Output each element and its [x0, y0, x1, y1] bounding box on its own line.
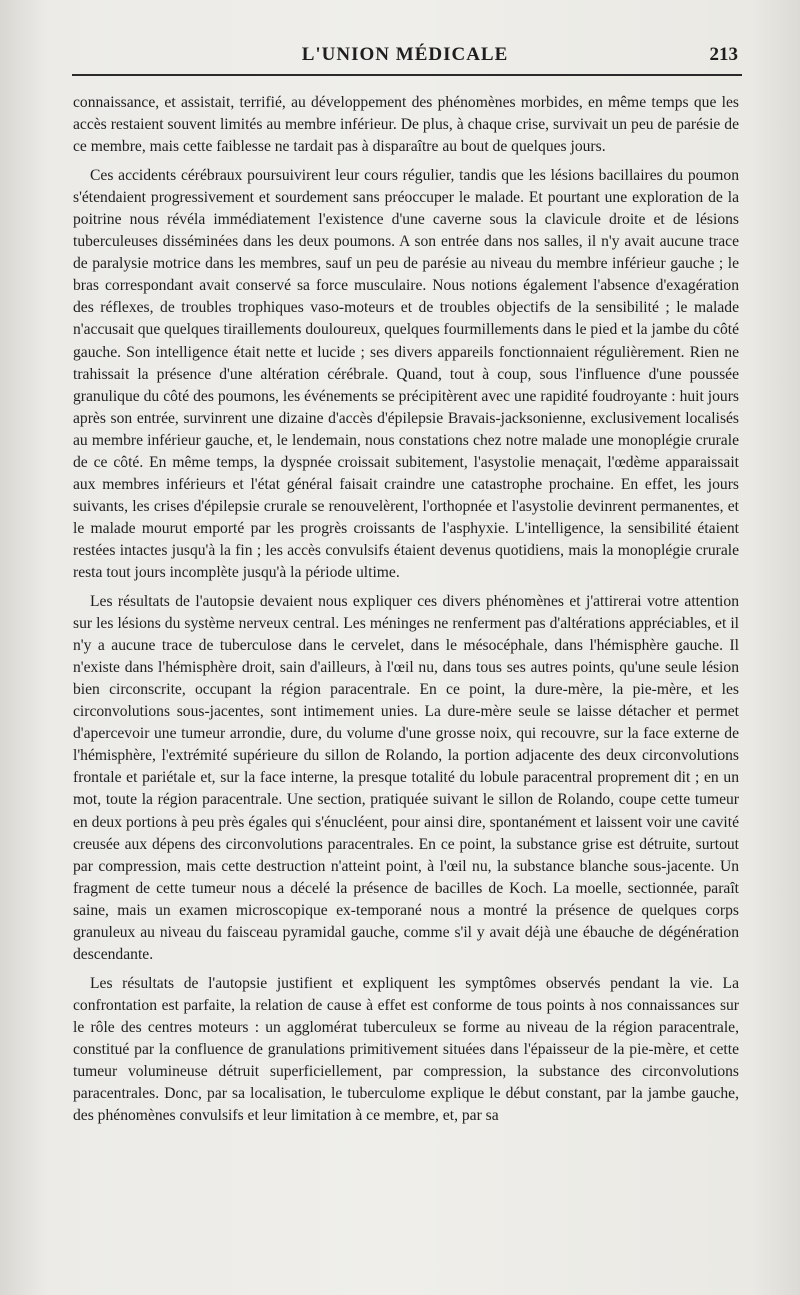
page-header [72, 44, 738, 70]
running-title: L'UNION MÉDICALE [301, 44, 509, 65]
header-rule [72, 74, 742, 76]
paragraph-continuation: connaissance, et assistait, terrifié, au développement des phénomènes morbides, en même temps que les accès restaient souvent limités au membre inférieur. De plus, à chaque crise, survivait un peu de parésie de ce membre, mais cette faiblesse ne tardait pas à disparaître au bout de quelques jours. [73, 94, 739, 156]
paragraph-autopsy-findings: Les résultats de l'autopsie devaient nous expliquer ces divers phénomènes et j'attirerai votre attention sur les lésions du système nerveux central. Les méninges ne renferment pas d'altérations appréciables, et il n'y a aucune trace de tuberculose dans le cervelet, dans le mésocéphale, dans l'hémisphère gauche. Il n'existe dans l'hémisphère droit, sain d'ailleurs, à l'œil nu, dans tous ses autres points, qu'une seule lésion bien circonscrite, occupant la région paracentrale. En ce point, la dure-mère, la pie-mère, et les circonvolutions sous-jacentes, sont intimement unies. La dure-mère seule se laisse détacher et permet d'apercevoir une tumeur arrondie, dure, du volume d'une grosse noix, qui recouvre, sur la face externe de l'hémisphère, l'extrémité supérieure du sillon de Rolando, la portion adjacente des deux circonvolutions frontale et pariétale et, sur la face interne, la presque totalité du lobule paracentral proprement dit ; en un mot, toute la région paracentrale. Une section, pratiquée suivant le sillon de Rolando, coupe cette tumeur en deux portions à peu près égales qui s'énucléent, pour ainsi dire, spontanément et laissent voir une cavité creusée aux dépens des circonvolutions paracentrales. En ce point, la substance grise est détruite, surtout par compression, mais cette destruction n'atteint point, à l'œil nu, la substance blanche sous-jacente. Un fragment de cette tumeur nous a décelé la présence de bacilles de Koch. La moelle, sectionnée, paraît saine, mais un examen microscopique ex-temporané nous a montré la présence de quelques corps granuleux au niveau du faisceau pyramidal gauche, comme s'il y avait déjà une ébauche de dégénération descendante. [73, 593, 739, 963]
page-number: 213 [709, 44, 738, 65]
paragraph-interpretation: Les résultats de l'autopsie justifient et expliquent les symptômes observés pendant la vie. La confrontation est parfaite, la relation de cause à effet est conforme de tous points à nos connaissances sur le rôle des centres moteurs : un agglomérat tuberculeux se forme au niveau de la région paracentrale, constitué par la confluence de granulations primitivement situées dans l'épaisseur de la pie-mère, et cette tumeur volumineuse détruit superficiellement, par compression, la substance des circonvolutions paracentrales. Donc, par sa localisation, le tuberculome explique le début constant, par la jambe gauche, des phénomènes convulsifs et leur limitation à ce membre, et, par sa [73, 974, 739, 1125]
paragraph-clinical-course: Ces accidents cérébraux poursuivirent leur cours régulier, tandis que les lésions bacillaires du poumon s'étendaient progressivement et sourdement sans préoccuper le malade. Et pourtant une exploration de la poitrine nous révéla immédiatement l'existence d'une caverne sous la clavicule droite et de lésions tuberculeuses disséminées dans les deux poumons. A son entrée dans nos salles, il n'y avait aucune trace de paralysie motrice dans les membres, sauf un peu de parésie au niveau du membre inférieur gauche ; le bras correspondant avait conservé sa force musculaire. Nous notions également l'absence d'exagération des réflexes, de troubles trophiques vaso-moteurs et de troubles objectifs de la sensibilité ; le malade n'accusait que quelques tiraillements douloureux, quelques fourmillements dans le pied et la jambe du côté gauche. Son intelligence était nette et lucide ; ses divers appareils fonctionnaient régulièrement. Rien ne trahissait la présence d'une altération cérébrale. Quand, tout à coup, sous l'influence d'une poussée granulique du côté des poumons, les événements se précipitèrent avec une rapidité foudroyante : huit jours après son entrée, survinrent une dizaine d'accès d'épilepsie Bravais-jacksonienne, exclusivement localisés au membre inférieur gauche, et, le lendemain, nous constations chez notre malade une monoplégie crurale de ce côté. En même temps, la dyspnée croissait subitement, l'asystolie menaçait, l'œdème apparaissait aux membres inférieurs et l'état général faisait craindre une catastrophe prochaine. En effet, les jours suivants, les crises d'épilepsie crurale se renouvelèrent, l'orthopnée et l'asystolie devinrent permanentes, et le malade mourut emporté par les progrès croissants de l'asphyxie. L'intelligence, la sensibilité étaient restées intactes jusqu'à la fin ; les accès convulsifs étaient devenus quotidiens, mais la monoplégie crurale resta tout jours incomplète jusqu'à la période ultime. [73, 167, 739, 581]
body-text [73, 92, 739, 1134]
